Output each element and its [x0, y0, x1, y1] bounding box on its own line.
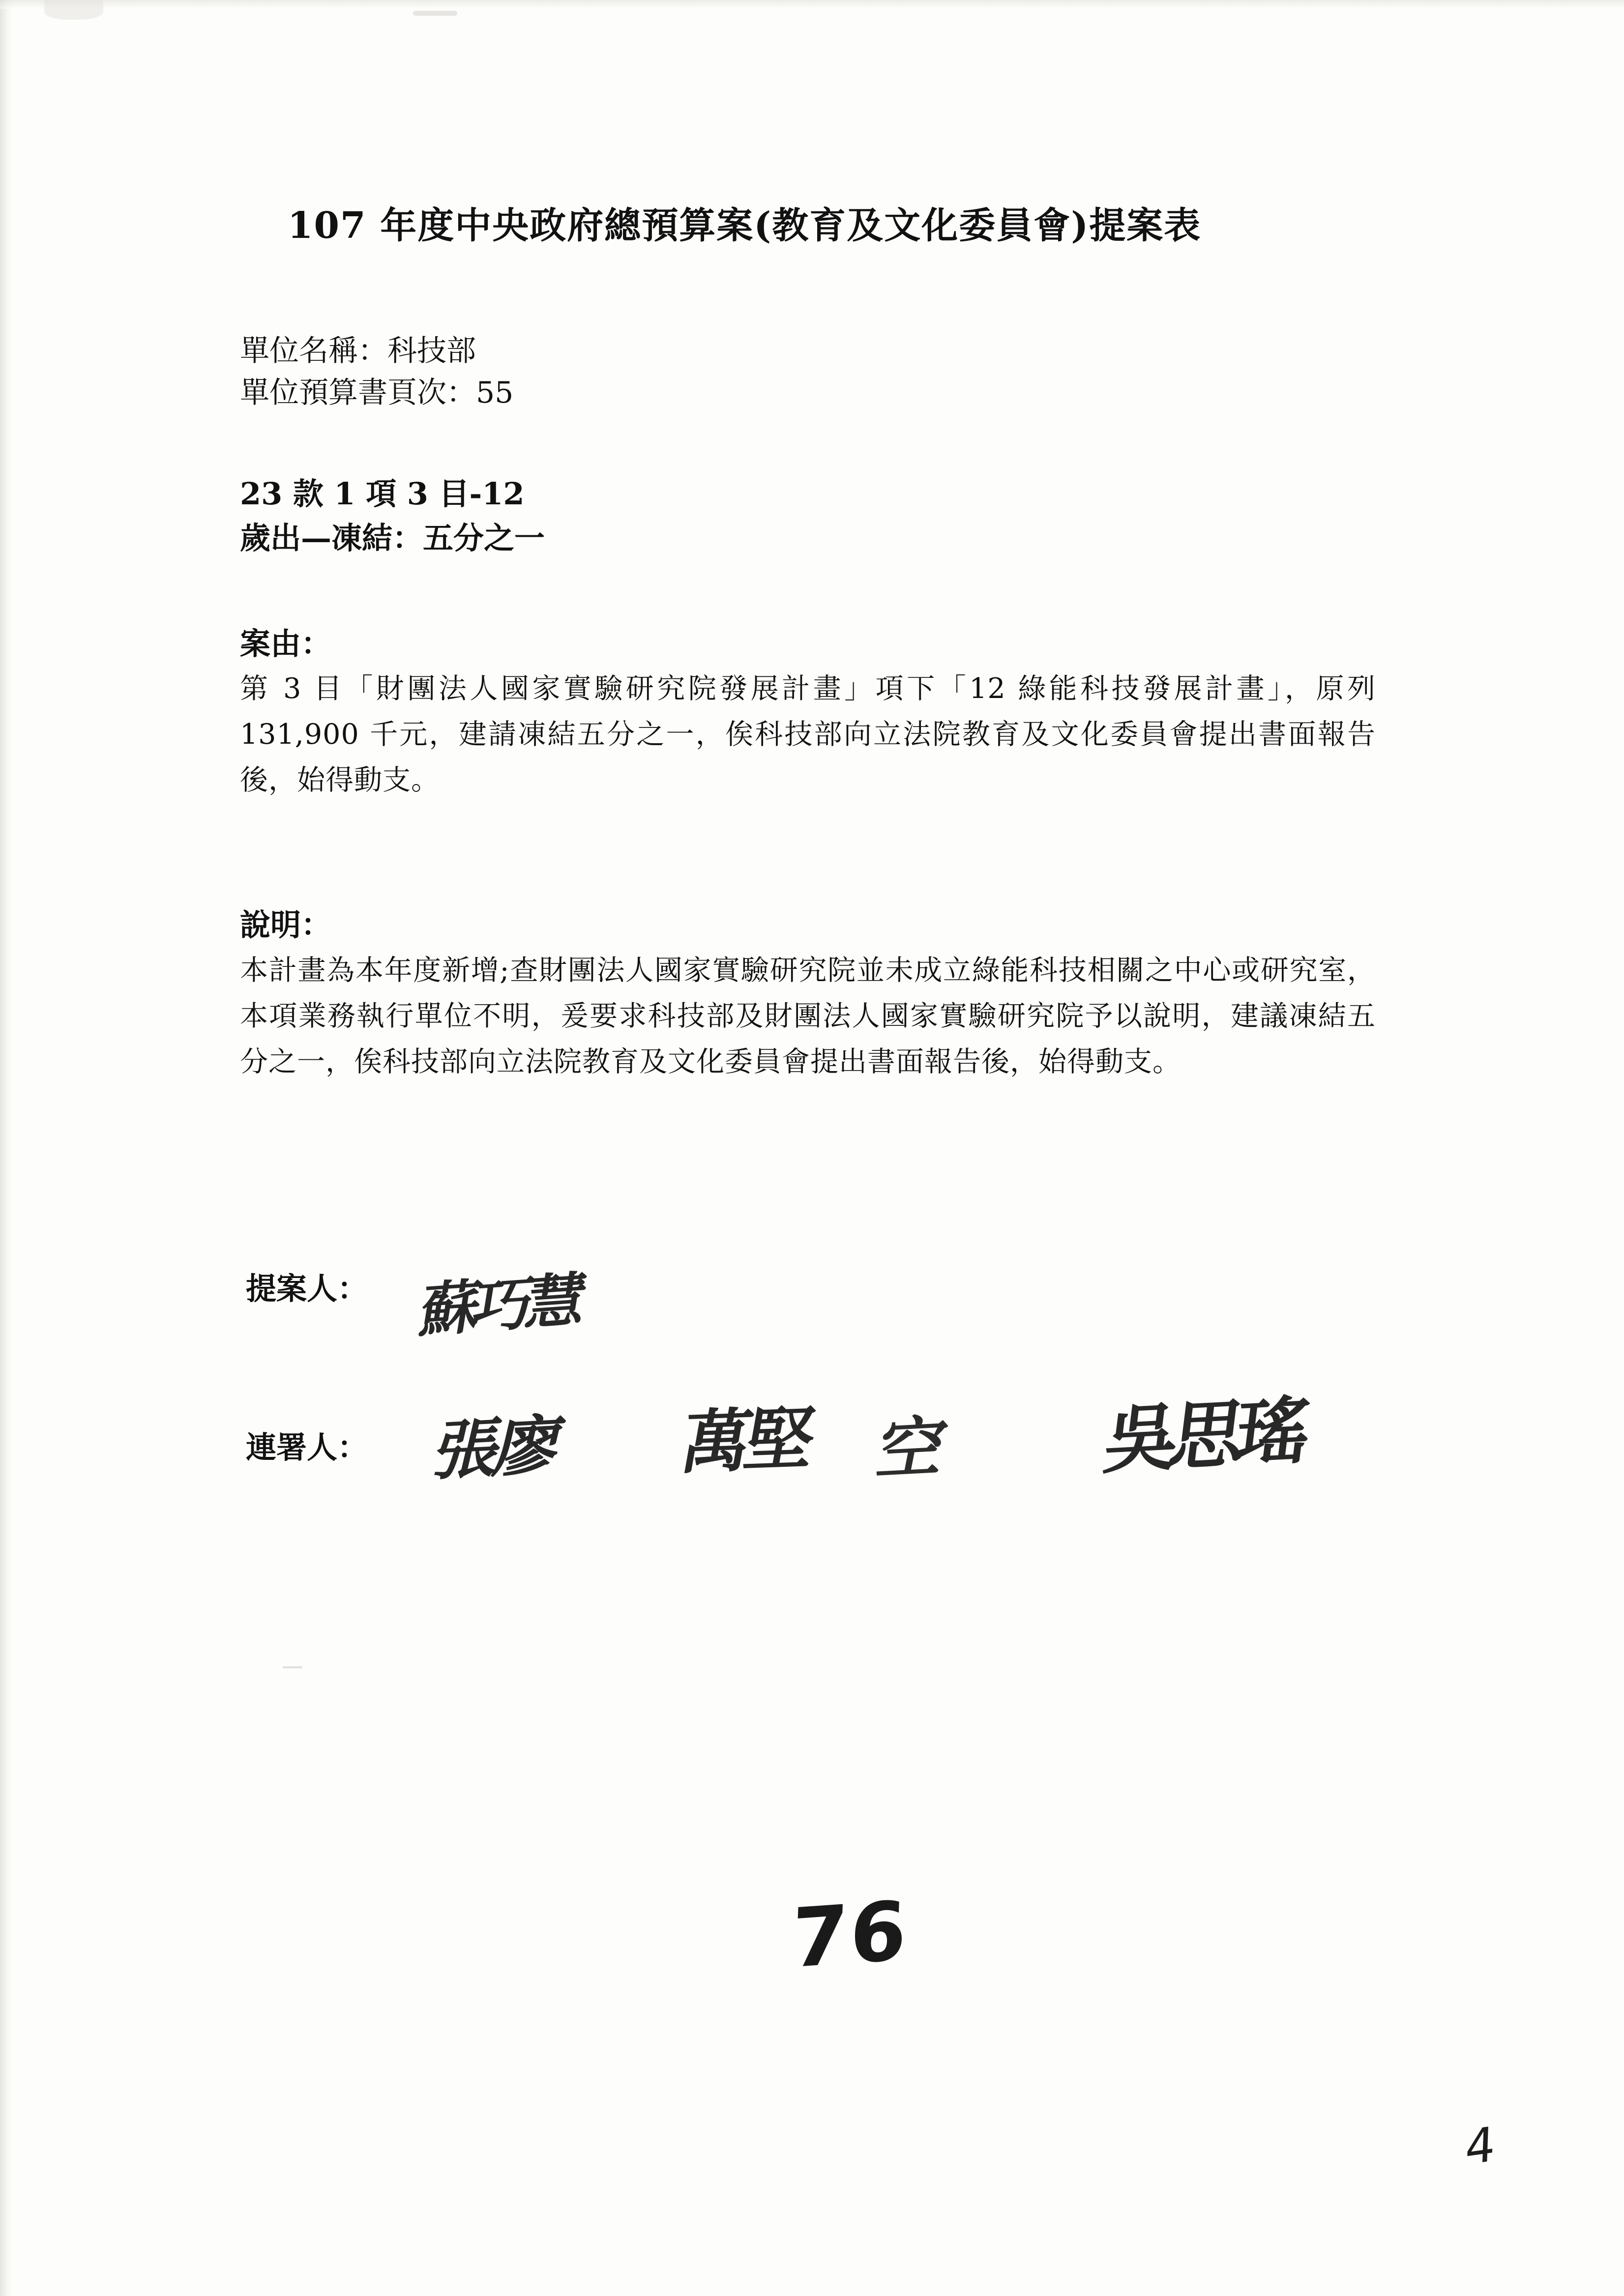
- reason-body: 第 3 目「財團法人國家實驗研究院發展計畫」項下「12 綠能科技發展計畫」，原列 131,900 千元，建請凍結五分之一，俟科技部向立法院教育及文化委員會提出書面報告後，始得動支。: [240, 672, 1376, 796]
- cosigner-signature: 張廖: [426, 1407, 566, 1490]
- budget-code-block: [240, 472, 1371, 560]
- unit-name-line: 單位名稱：科技部: [240, 334, 476, 368]
- reason-heading: 案由：: [240, 626, 332, 662]
- handwritten-sheet-number: 4: [1464, 2116, 1496, 2177]
- page-title: 107 年度中央政府總預算案(教育及文化委員會)提案表: [288, 204, 1202, 247]
- budget-action-line: 歲出—凍結：五分之一: [240, 520, 545, 556]
- cosigner-signature: 空: [871, 1407, 949, 1489]
- cosigner-signature: 吳思瑤: [1099, 1387, 1306, 1484]
- cosigner-signature: 萬堅: [675, 1398, 816, 1484]
- cosigner-label: 連署人：: [246, 1429, 368, 1465]
- proposer-label: 提案人：: [246, 1271, 368, 1307]
- handwritten-page-number: 76: [790, 1883, 910, 1986]
- explanation-heading: 說明：: [240, 907, 332, 943]
- proposer-signature: 蘇巧慧: [415, 1265, 585, 1345]
- budget-code-line: 23 款 1 項 3 目-12: [240, 476, 525, 512]
- unit-budget-page-line: 單位預算書頁次：55: [240, 376, 514, 410]
- unit-info-block: [240, 330, 1371, 414]
- explanation-body: 本計畫為本年度新增;查財團法人國家實驗研究院並未成立綠能科技相關之中心或研究室，本項業務執行單位不明，爰要求科技部及財團法人國家實驗研究院予以說明，建議凍結五分之一，俟科技部向立法院教育及文化委員會提出書面報告後，始得動支。: [240, 954, 1376, 1078]
